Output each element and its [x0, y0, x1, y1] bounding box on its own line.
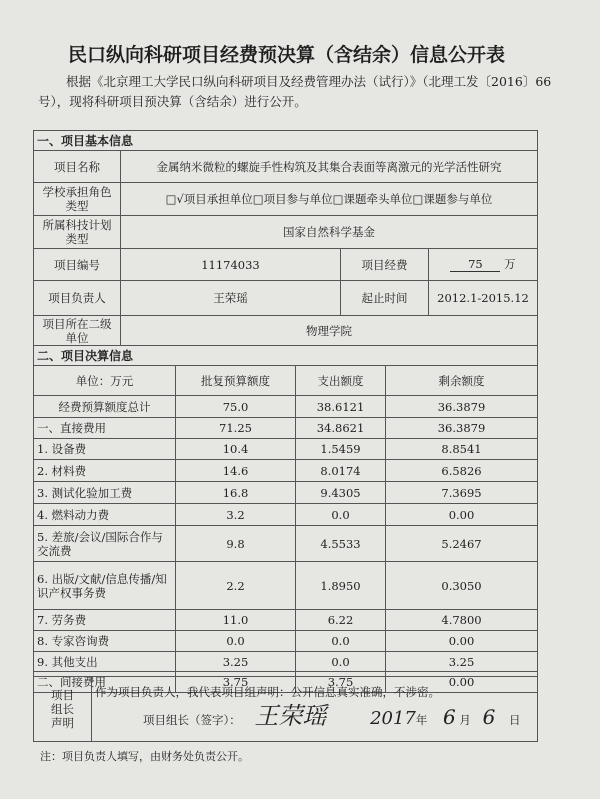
declaration-text: 作为项目负责人，我代表项目组声明：公开信息真实准确，不涉密。	[95, 685, 440, 699]
budget-value: 7.3695	[386, 482, 538, 504]
day-unit: 日	[508, 713, 521, 727]
section2-heading: 二、项目决算信息	[34, 346, 538, 366]
budget-value: 6.5826	[386, 460, 538, 482]
budget-value: 34.8621	[296, 418, 386, 439]
budget-value: 9.8	[176, 526, 296, 562]
budget-value: 10.4	[176, 439, 296, 460]
budget-item: 2. 材料费	[34, 460, 176, 482]
plan-label: 所属科技计划类型	[34, 216, 121, 249]
budget-value: 0.00	[386, 672, 538, 693]
funding-cell	[429, 249, 538, 281]
budget-value: 4.5533	[296, 526, 386, 562]
budget-row	[34, 482, 538, 504]
funding-label: 项目经费	[341, 249, 429, 281]
budget-item: 二、间接费用	[34, 672, 176, 693]
budget-item: 1. 设备费	[34, 439, 176, 460]
budget-item: 9. 其他支出	[34, 652, 176, 672]
period-label: 起止时间	[341, 281, 429, 316]
intro-paragraph: 根据《北京理工大学民口纵向科研项目及经费管理办法（试行）》（北理工发〔2016〕66号），现将科研项目预决算（含结余）进行公开。	[38, 74, 552, 109]
number-value: 11174033	[121, 249, 341, 281]
name-value: 金属纳米微粒的螺旋手性构筑及其集合表面等离激元的光学活性研究	[121, 151, 538, 183]
budget-value: 0.0	[296, 631, 386, 652]
budget-value: 0.00	[386, 631, 538, 652]
budget-header: 批复预算额度	[176, 366, 296, 396]
basic-info-table	[33, 130, 538, 346]
budget-item: 6. 出版/文献/信息传播/知识产权事务费	[34, 562, 176, 610]
budget-value: 0.0	[296, 504, 386, 526]
budget-value: 3.25	[176, 652, 296, 672]
leader-label: 项目负责人	[34, 281, 121, 316]
budget-value: 8.8541	[386, 439, 538, 460]
budget-value: 9.4305	[296, 482, 386, 504]
budget-item: 8. 专家咨询费	[34, 631, 176, 652]
budget-value: 0.0	[296, 652, 386, 672]
budget-header: 剩余额度	[386, 366, 538, 396]
budget-header: 单位：万元	[34, 366, 176, 396]
budget-value: 3.75	[296, 672, 386, 693]
budget-value: 0.0	[176, 631, 296, 652]
role-label: 学校承担角色类型	[34, 183, 121, 216]
sign-label: 项目组长（签字）：	[143, 713, 241, 727]
budget-row	[34, 652, 538, 672]
budget-value: 3.25	[386, 652, 538, 672]
budget-value: 16.8	[176, 482, 296, 504]
budget-value: 36.3879	[386, 396, 538, 418]
dept-label: 项目所在二级单位	[34, 316, 121, 346]
sign-year: 2017	[370, 708, 416, 729]
budget-header: 支出额度	[296, 366, 386, 396]
budget-row	[34, 504, 538, 526]
budget-row	[34, 631, 538, 652]
budget-item: 一、直接费用	[34, 418, 176, 439]
plan-value: 国家自然科学基金	[121, 216, 538, 249]
sign-day: 6	[482, 705, 496, 729]
budget-item: 7. 劳务费	[34, 610, 176, 631]
budget-value: 6.22	[296, 610, 386, 631]
budget-table	[33, 345, 538, 693]
budget-value: 3.75	[176, 672, 296, 693]
budget-value: 75.0	[176, 396, 296, 418]
budget-value: 1.8950	[296, 562, 386, 610]
budget-value: 0.3050	[386, 562, 538, 610]
name-label: 项目名称	[34, 151, 121, 183]
budget-item: 4. 燃料动力费	[34, 504, 176, 526]
budget-value: 0.00	[386, 504, 538, 526]
budget-row	[34, 562, 538, 610]
budget-value: 5.2467	[386, 526, 538, 562]
budget-value: 3.2	[176, 504, 296, 526]
budget-row	[34, 610, 538, 631]
budget-value: 71.25	[176, 418, 296, 439]
budget-value: 11.0	[176, 610, 296, 631]
signature: 王荣瑶	[254, 702, 327, 730]
period-value: 2012.1-2015.12	[429, 281, 538, 316]
budget-item: 经费预算额度总计	[34, 396, 176, 418]
budget-row	[34, 418, 538, 439]
sign-month: 6	[443, 705, 456, 729]
budget-value: 14.6	[176, 460, 296, 482]
leader-value: 王荣瑶	[121, 281, 341, 316]
budget-value: 38.6121	[296, 396, 386, 418]
funding-unit: 万	[504, 257, 516, 271]
budget-item: 3. 测试化验加工费	[34, 482, 176, 504]
budget-value: 8.0174	[296, 460, 386, 482]
page-title: 民口纵向科研项目经费预决算（含结余）信息公开表	[68, 44, 506, 66]
budget-item: 5. 差旅/会议/国际合作与交流费	[34, 526, 176, 562]
budget-value: 1.5459	[296, 439, 386, 460]
budget-row	[34, 439, 538, 460]
role-value: □√项目承担单位□项目参与单位□课题牵头单位□课题参与单位	[121, 183, 538, 216]
dept-value: 物理学院	[121, 316, 538, 346]
declaration-label: 项目组长声明	[34, 677, 92, 742]
budget-value: 2.2	[176, 562, 296, 610]
budget-row	[34, 526, 538, 562]
budget-value: 4.7800	[386, 610, 538, 631]
month-unit: 月	[459, 713, 471, 727]
footnote: 注：项目负责人填写，由财务处负责公开。	[40, 750, 249, 763]
budget-row	[34, 396, 538, 418]
year-unit: 年	[415, 713, 428, 727]
declaration-table	[33, 676, 538, 742]
funding-value: 75	[450, 257, 500, 272]
budget-value: 36.3879	[386, 418, 538, 439]
budget-row	[34, 460, 538, 482]
section1-heading: 一、项目基本信息	[34, 131, 538, 151]
number-label: 项目编号	[34, 249, 121, 281]
